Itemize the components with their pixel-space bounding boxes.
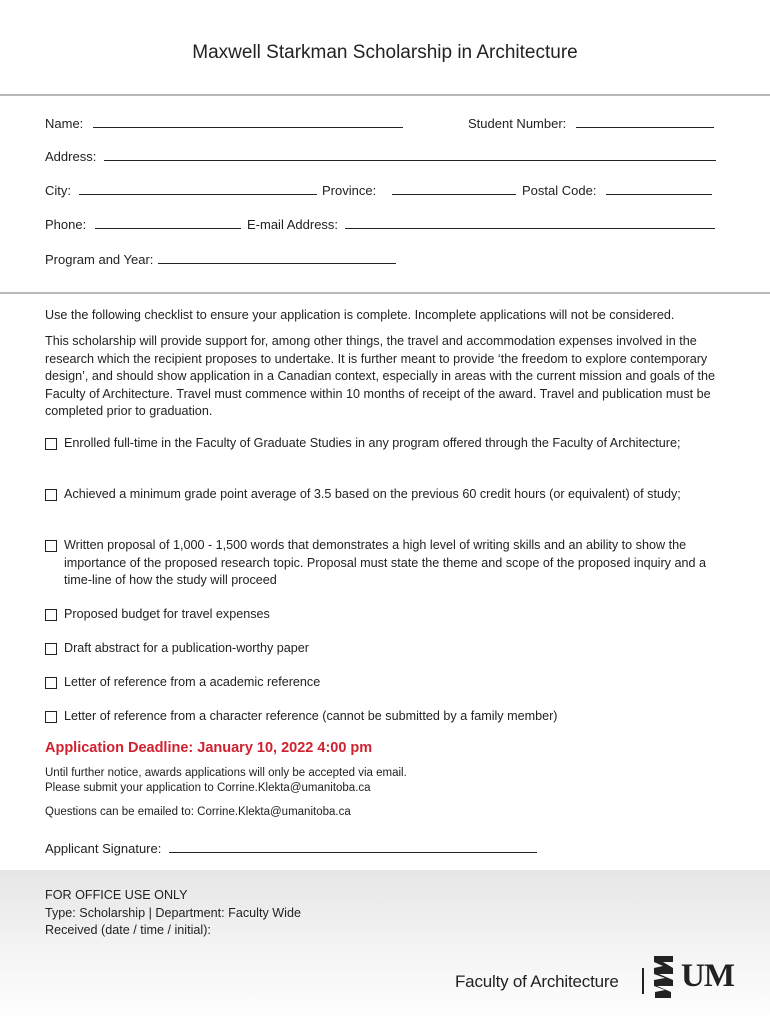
checkbox[interactable]: [45, 489, 57, 501]
checklist-item-text: Written proposal of 1,000 - 1,500 words that demonstrates a high level of writing skills and an ability to show the importance of the proposed research topic. Proposal must state the theme and scope of the proposed inquiry and a time-line of how the study will proceed: [64, 538, 706, 587]
office-received: Received (date / time / initial):: [45, 923, 211, 937]
phone-input-line[interactable]: [95, 218, 241, 229]
name-field[interactable]: [45, 116, 403, 131]
postal-code-input-line[interactable]: [606, 184, 712, 195]
signature-field[interactable]: [45, 841, 537, 856]
bison-crest-icon: [651, 954, 677, 1000]
program-year-label: Program and Year:: [45, 252, 154, 267]
signature-label: Applicant Signature:: [45, 841, 162, 856]
submission-note: Until further notice, awards applications will only be accepted via email.: [45, 767, 407, 779]
faculty-name: Faculty of Architecture: [455, 972, 619, 991]
checklist-item-text: Proposed budget for travel expenses: [64, 607, 270, 621]
province-label: Province:: [322, 183, 377, 198]
checkbox[interactable]: [45, 540, 57, 552]
name-input-line[interactable]: [93, 117, 403, 128]
um-wordmark: UM: [681, 958, 734, 994]
checkbox[interactable]: [45, 643, 57, 655]
top-divider: [0, 94, 770, 96]
office-type: Type: Scholarship | Department: Faculty Wide: [45, 905, 301, 920]
checklist-item: [45, 435, 735, 453]
address-label: Address:: [45, 149, 97, 164]
address-field[interactable]: [45, 149, 716, 164]
name-label: Name:: [45, 116, 84, 131]
signature-input-line[interactable]: [169, 842, 537, 853]
logo-separator: [642, 968, 644, 994]
checklist-item-text: Enrolled full-time in the Faculty of Graduate Studies in any program offered through the Faculty of Architecture;: [64, 436, 681, 450]
city-field[interactable]: [45, 183, 317, 198]
email-field[interactable]: [247, 217, 715, 232]
student-number-field[interactable]: [468, 116, 714, 131]
province-input-line[interactable]: [392, 184, 516, 195]
postal-code-label: Postal Code:: [522, 183, 597, 198]
office-heading: FOR OFFICE USE ONLY: [45, 888, 188, 902]
student-number-input-line[interactable]: [576, 117, 714, 128]
program-year-input-line[interactable]: [158, 253, 396, 264]
checklist-item: [45, 486, 735, 504]
checklist-item: [45, 537, 735, 590]
checkbox[interactable]: [45, 711, 57, 723]
city-label: City:: [45, 183, 71, 198]
province-field[interactable]: [322, 183, 516, 198]
checkbox[interactable]: [45, 438, 57, 450]
checklist-item: [45, 674, 735, 692]
mid-divider: [0, 292, 770, 294]
checkbox[interactable]: [45, 609, 57, 621]
email-input-line[interactable]: [345, 218, 715, 229]
checkbox[interactable]: [45, 677, 57, 689]
checklist-item-text: Achieved a minimum grade point average of 3.5 based on the previous 60 credit hours (or equivalent) of study;: [64, 487, 681, 501]
postal-code-field[interactable]: [522, 183, 712, 198]
university-logo: [455, 950, 745, 1004]
application-deadline: Application Deadline: January 10, 2022 4:00 pm: [45, 740, 373, 756]
student-number-label: Student Number:: [468, 116, 567, 131]
email-label: E-mail Address:: [247, 217, 339, 232]
address-input-line[interactable]: [104, 150, 716, 161]
questions-note: Questions can be emailed to: Corrine.Klekta@umanitoba.ca: [45, 806, 351, 818]
checklist-item: [45, 640, 735, 658]
checklist-item-text: Letter of reference from a academic reference: [64, 675, 321, 689]
program-year-field[interactable]: [45, 252, 396, 267]
checklist-item-text: Letter of reference from a character reference (cannot be submitted by a family member): [64, 709, 558, 723]
phone-label: Phone:: [45, 217, 87, 232]
page-title: Maxwell Starkman Scholarship in Architecture: [192, 42, 578, 63]
checklist-item: [45, 708, 735, 726]
phone-field[interactable]: [45, 217, 241, 232]
checklist-item-text: Draft abstract for a publication-worthy paper: [64, 641, 309, 655]
description-text: This scholarship will provide support for, among other things, the travel and accommodation expenses involved in the research which the recipient proposes to undertake. It is further meant to provide ‘the freedom to explore contemporary design’, and should show application in a Canadian context, especially in areas with the current mission and goals of the Faculty of Architecture. Travel must commence within 10 months of receipt of the award. Travel and publication must be completed prior to graduation.: [45, 334, 715, 418]
city-input-line[interactable]: [79, 184, 317, 195]
submission-email-note: Please submit your application to Corrine.Klekta@umanitoba.ca: [45, 782, 371, 794]
intro-text: Use the following checklist to ensure your application is complete. Incomplete applications will not be considered.: [45, 308, 675, 322]
checklist-item: [45, 606, 735, 624]
